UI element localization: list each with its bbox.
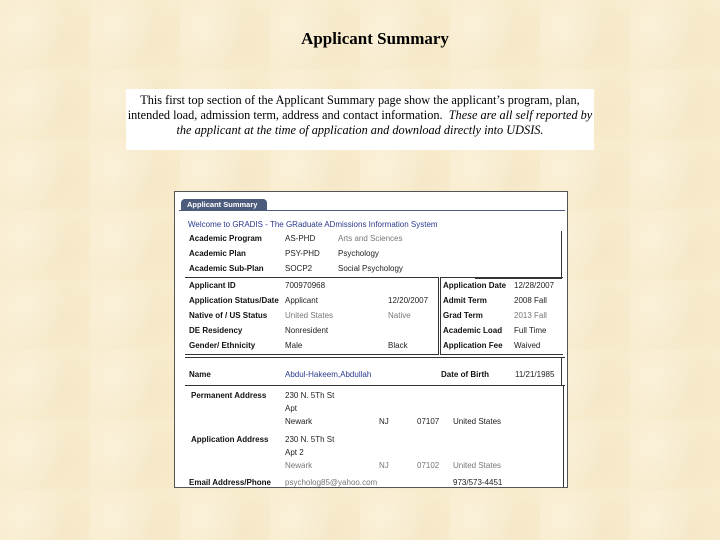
value: AS-PHD bbox=[285, 234, 316, 243]
value: SOCP2 bbox=[285, 264, 313, 273]
value: Nonresident bbox=[285, 326, 329, 335]
value: Full Time bbox=[514, 326, 547, 335]
label: DE Residency bbox=[189, 326, 243, 335]
caption-italic: These are all self reported by the applicant at the time of application and download directly into UDSIS. bbox=[176, 108, 593, 137]
value: United States bbox=[453, 461, 502, 470]
value: Newark bbox=[285, 417, 313, 426]
divider bbox=[185, 357, 565, 358]
value: Arts and Sciences bbox=[338, 234, 403, 243]
value: NJ bbox=[379, 461, 389, 470]
tab-underline bbox=[179, 210, 565, 211]
email-link[interactable]: psycholog85@yahoo.com bbox=[285, 478, 378, 487]
value: United States bbox=[285, 311, 334, 320]
label: Application Date bbox=[443, 281, 507, 290]
label: Academic Plan bbox=[189, 249, 246, 258]
value: Apt 2 bbox=[285, 448, 304, 457]
label: Application Status/Date bbox=[189, 296, 279, 305]
value: Social Psychology bbox=[338, 264, 403, 273]
label: Name bbox=[189, 370, 211, 379]
label: Gender/ Ethnicity bbox=[189, 341, 256, 350]
label: Native of / US Status bbox=[189, 311, 268, 320]
value: 700970968 bbox=[285, 281, 326, 290]
value: 12/20/2007 bbox=[388, 296, 429, 305]
value: Apt bbox=[285, 404, 298, 413]
value: Newark bbox=[285, 461, 313, 470]
applicant-name: Abdul-Hakeem,Abdullah bbox=[285, 370, 372, 379]
value: Applicant bbox=[285, 296, 318, 305]
applicant-summary-screenshot bbox=[174, 191, 568, 488]
value: 11/21/1985 bbox=[515, 370, 555, 379]
value: 230 N. 5Th St bbox=[285, 391, 335, 400]
label: Applicant ID bbox=[189, 281, 236, 290]
value: 2013 Fall bbox=[514, 311, 547, 320]
label: Email Address/Phone bbox=[189, 478, 271, 487]
value: Psychology bbox=[338, 249, 379, 258]
value: 07102 bbox=[417, 461, 440, 470]
label: Application Fee bbox=[443, 341, 503, 350]
value: 12/28/2007 bbox=[514, 281, 555, 290]
value: United States bbox=[453, 417, 502, 426]
value: Native bbox=[388, 311, 411, 320]
label: Permanent Address bbox=[191, 391, 267, 400]
tab-applicant-summary[interactable]: Applicant Summary bbox=[181, 199, 267, 210]
value: Black bbox=[388, 341, 408, 350]
value: 2008 Fall bbox=[514, 296, 547, 305]
value: PSY-PHD bbox=[285, 249, 320, 258]
value: Male bbox=[285, 341, 303, 350]
divider bbox=[561, 231, 562, 278]
value: 973/573-4451 bbox=[453, 478, 503, 487]
label: Academic Sub-Plan bbox=[189, 264, 264, 273]
label: Academic Load bbox=[443, 326, 503, 335]
value: NJ bbox=[379, 417, 389, 426]
caption-box bbox=[126, 89, 594, 150]
value: 230 N. 5Th St bbox=[285, 435, 335, 444]
value: Waived bbox=[514, 341, 541, 350]
label: Application Address bbox=[191, 435, 269, 444]
page-title: Applicant Summary bbox=[301, 29, 449, 48]
label: Admit Term bbox=[443, 296, 487, 305]
divider bbox=[561, 357, 562, 385]
label: Grad Term bbox=[443, 311, 483, 320]
divider bbox=[185, 385, 565, 386]
value: 07107 bbox=[417, 417, 440, 426]
label: Date of Birth bbox=[441, 370, 489, 379]
label: Academic Program bbox=[189, 234, 262, 243]
divider bbox=[563, 385, 564, 488]
caption-text: This first top section of the Applicant Summary page show the applicant’s program, plan, intended load, admission term, address and contact information. bbox=[127, 93, 580, 122]
welcome-text: Welcome to GRADIS - The GRaduate ADmissions Information System bbox=[188, 220, 438, 229]
